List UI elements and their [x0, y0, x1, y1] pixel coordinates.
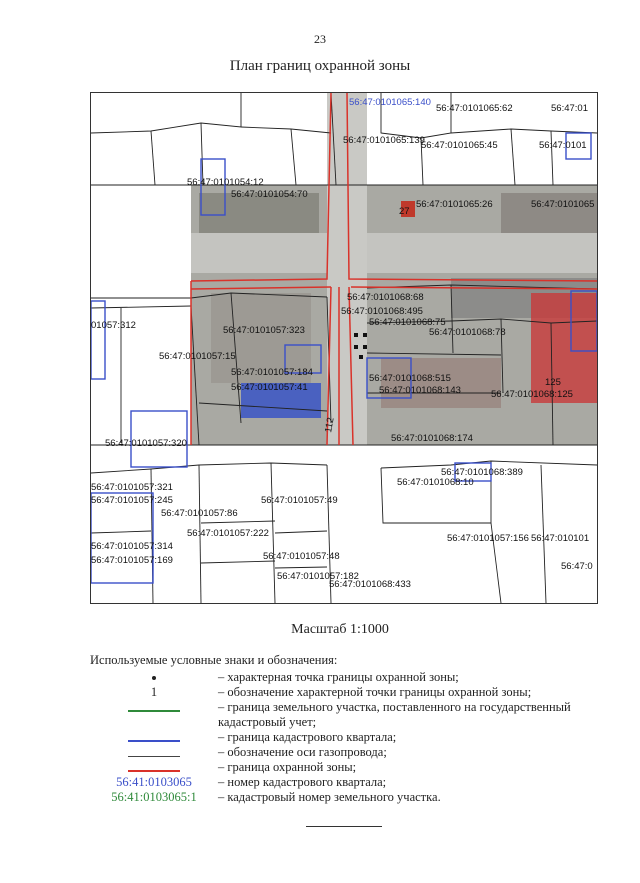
parcel-label: 56:47:0101057:169	[91, 555, 173, 566]
legend-item-parcel-boundary: – граница земельного участка, поставленного на государственный кадастровый учет;	[90, 700, 610, 730]
parcel-label: 56:47:0101057:48	[263, 551, 340, 562]
parcel-label: 56:47:010101	[531, 533, 590, 544]
parcel-label: 56:47:0101065:62	[436, 103, 513, 114]
building-number: 27	[399, 206, 410, 217]
red-roof	[531, 293, 597, 403]
parcel-label: 56:47:0101054:70	[231, 189, 308, 200]
parcel-label: 56:47:0101	[539, 140, 587, 151]
parcel-label: 56:47:0	[561, 561, 593, 572]
street-horizontal	[191, 233, 597, 273]
legend-item-zone-boundary: – граница охранной зоны;	[90, 760, 610, 775]
legend-item-gas-axis: – обозначение оси газопровода;	[90, 745, 610, 760]
parcel-label: 56:47:0101068:515	[369, 373, 451, 384]
legend-item-point-number: 1 – обозначение характерной точки границы охранной зоны;	[90, 685, 610, 700]
parcel-label: 56:47:0101065:26	[416, 199, 493, 210]
parcel-label: 56:47:0101068:389	[441, 467, 523, 478]
parcel-label: 56:47:0101057:156	[447, 533, 529, 544]
bottom-divider	[306, 826, 382, 827]
legend	[90, 670, 610, 805]
legend-item-parcel-number: 56:41:0103065:1 – кадастровый номер земельного участка.	[90, 790, 610, 805]
parcel-label: 56:47:0101068:143	[379, 385, 461, 396]
point-icon	[152, 676, 156, 680]
parcel-label: 56:47:0101057:182	[277, 571, 359, 582]
parcel-label: 56:47:0101068:10	[397, 477, 474, 488]
parcel-label: 56:47:0101065:139	[343, 135, 425, 146]
parcel-label: 56:47:0101068:125	[491, 389, 573, 400]
parcel-label: 56:47:0101065:140	[349, 97, 431, 108]
legend-item-point: – характерная точка границы охранной зоны;	[90, 670, 610, 685]
building-number: 112	[323, 416, 337, 434]
parcel-label: 56:47:0101057:15	[159, 351, 236, 362]
quarter-number-sample: 56:41:0103065	[116, 775, 192, 789]
parcel-label: 56:47:0101057:314	[91, 541, 173, 552]
blue-line-icon	[128, 740, 180, 742]
parcel-label: 56:47:0101065	[531, 199, 595, 210]
parcel-label: 56:47:0101054:12	[187, 177, 264, 188]
parcel-label: 56:47:01	[551, 103, 588, 114]
map-canvas	[91, 93, 597, 603]
parcel-label: 56:47:0101057:320	[105, 438, 187, 449]
parcel-label: 56:47:0101068:78	[429, 327, 506, 338]
parcel-label: 56:47:0101068:68	[347, 292, 424, 303]
parcel-label: 56:47:0101057:49	[261, 495, 338, 506]
parcel-label: 56:47:0101057:321	[91, 482, 173, 493]
parcel-label: 56:47:0101057:245	[91, 495, 173, 506]
black-line-icon	[128, 756, 180, 757]
green-line-icon	[128, 710, 180, 712]
parcel-label: 56:47:0101057:222	[187, 528, 269, 539]
page-number: 23	[314, 32, 326, 46]
parcel-label: 56:47:0101068:495	[341, 306, 423, 317]
parcel-label: 56:47:0101068:433	[329, 579, 411, 590]
point-number-symbol: 1	[150, 685, 158, 699]
page-title: План границ охранной зоны	[229, 58, 411, 74]
parcel-label: 56:47:0101057:323	[223, 325, 305, 336]
legend-title: Используемые условные знаки и обозначения:	[90, 653, 338, 667]
legend-item-quarter-number: 56:41:0103065 – номер кадастрового квартала;	[90, 775, 610, 790]
protection-zone-map	[90, 92, 598, 604]
parcel-label: 56:47:0101057:184	[231, 367, 313, 378]
red-line-icon	[128, 770, 180, 772]
parcel-label: 56:47:0101065:45	[421, 140, 498, 151]
parcel-label: 56:47:0101068:174	[391, 433, 473, 444]
parcel-label: 56:47:0101057:41	[231, 382, 308, 393]
parcel-label: 01057:312	[91, 320, 136, 331]
parcel-label: 56:47:0101068:75	[369, 317, 446, 328]
parcel-label: 56:47:0101057:86	[161, 508, 238, 519]
legend-item-quarter-boundary: – граница кадастрового квартала;	[90, 730, 610, 745]
parcel-number-sample: 56:41:0103065:1	[111, 790, 197, 804]
building-number: 125	[545, 377, 561, 388]
map-scale: Масштаб 1:1000	[291, 622, 389, 637]
